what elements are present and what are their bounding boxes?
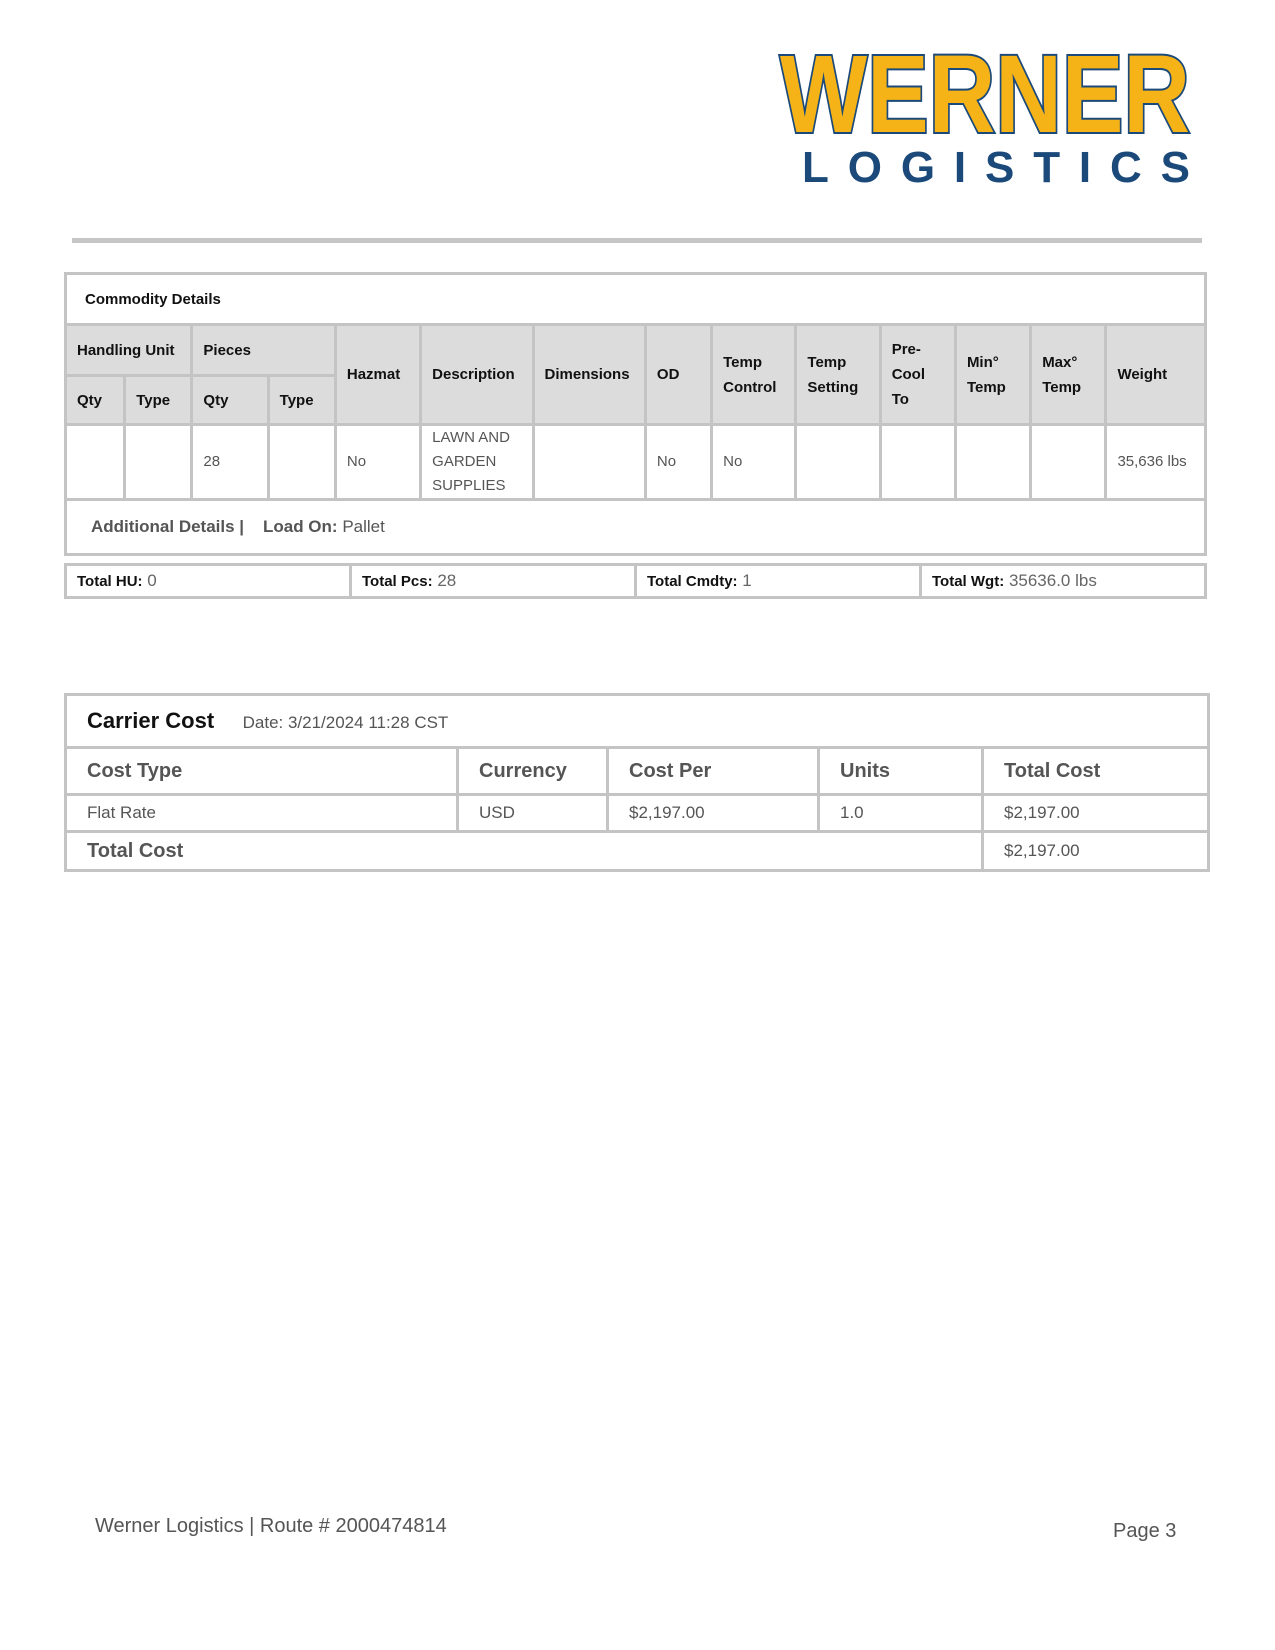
table-row <box>66 425 1206 500</box>
col-total-cost: Total Cost <box>983 748 1209 795</box>
col-od: OD <box>645 325 711 425</box>
cell-currency: USD <box>458 795 608 832</box>
col-hu-qty: Qty <box>66 376 125 425</box>
col-currency: Currency <box>458 748 608 795</box>
carrier-cost-title: Carrier Cost <box>87 708 215 733</box>
cell-cost-per: $2,197.00 <box>608 795 819 832</box>
cell-hazmat: No <box>335 425 420 500</box>
col-min-temp: Min° Temp <box>955 325 1030 425</box>
cell-pre-cool-to <box>880 425 955 500</box>
additional-details <box>66 500 1206 555</box>
total-hu-label: Total HU: <box>77 573 143 590</box>
cell-min-temp <box>955 425 1030 500</box>
total-wgt-label: Total Wgt: <box>932 573 1005 590</box>
cell-max-temp <box>1031 425 1106 500</box>
werner-logistics-logo <box>780 33 1200 192</box>
total-hu <box>66 565 351 598</box>
total-wgt <box>921 565 1206 598</box>
load-on-value: Pallet <box>342 517 385 536</box>
logo-werner-text: WERNER <box>780 33 1190 156</box>
col-pre-cool-to: Pre-Cool To <box>880 325 955 425</box>
total-cmdty-value: 1 <box>742 571 752 590</box>
col-cost-type: Cost Type <box>66 748 458 795</box>
footer-route: Werner Logistics | Route # 2000474814 <box>95 1515 447 1537</box>
col-temp-control: Temp Control <box>712 325 796 425</box>
col-units: Units <box>819 748 983 795</box>
cell-hu-qty <box>66 425 125 500</box>
col-dimensions: Dimensions <box>533 325 645 425</box>
cell-od: No <box>645 425 711 500</box>
carrier-cost-date: Date: 3/21/2024 11:28 CST <box>242 713 449 732</box>
cell-weight: 35,636 lbs <box>1106 425 1206 500</box>
total-cmdty-label: Total Cmdty: <box>647 573 738 590</box>
cell-total-cost: $2,197.00 <box>983 795 1209 832</box>
commodity-details-table <box>64 272 1207 556</box>
col-hu-type: Type <box>125 376 192 425</box>
col-weight: Weight <box>1106 325 1206 425</box>
col-hazmat: Hazmat <box>335 325 420 425</box>
total-pcs <box>351 565 636 598</box>
cell-pcs-type <box>268 425 335 500</box>
col-max-temp: Max° Temp <box>1031 325 1106 425</box>
col-pcs-qty: Qty <box>192 376 268 425</box>
commodity-details-title: Commodity Details <box>66 274 1206 325</box>
col-temp-setting: Temp Setting <box>796 325 880 425</box>
col-description: Description <box>421 325 533 425</box>
col-handling-unit: Handling Unit <box>66 325 192 376</box>
load-on-label: Load On: <box>262 517 338 536</box>
carrier-cost-title-row <box>66 695 1209 748</box>
cell-description: LAWN AND GARDEN SUPPLIES <box>421 425 533 500</box>
footer-page-number: Page 3 <box>1113 1520 1177 1542</box>
total-cost-value: $2,197.00 <box>983 832 1209 871</box>
table-row <box>66 795 1209 832</box>
total-wgt-value: 35636.0 lbs <box>1008 571 1097 590</box>
commodity-totals <box>64 563 1207 599</box>
header-divider <box>72 238 1202 243</box>
logo-logistics-text: LOGISTICS <box>802 143 1190 192</box>
col-pcs-type: Type <box>268 376 335 425</box>
carrier-cost-table <box>64 693 1210 872</box>
col-cost-per: Cost Per <box>608 748 819 795</box>
cell-temp-control: No <box>712 425 796 500</box>
cell-hu-type <box>125 425 192 500</box>
cell-cost-type: Flat Rate <box>66 795 458 832</box>
cell-dimensions <box>533 425 645 500</box>
total-hu-value: 0 <box>147 571 157 590</box>
total-pcs-label: Total Pcs: <box>362 573 433 590</box>
col-pieces: Pieces <box>192 325 335 376</box>
total-pcs-value: 28 <box>437 571 457 590</box>
additional-details-label: Additional Details | <box>91 517 245 536</box>
cell-units: 1.0 <box>819 795 983 832</box>
total-cmdty <box>636 565 921 598</box>
cell-pcs-qty: 28 <box>192 425 268 500</box>
cell-temp-setting <box>796 425 880 500</box>
total-cost-label: Total Cost <box>66 832 983 871</box>
